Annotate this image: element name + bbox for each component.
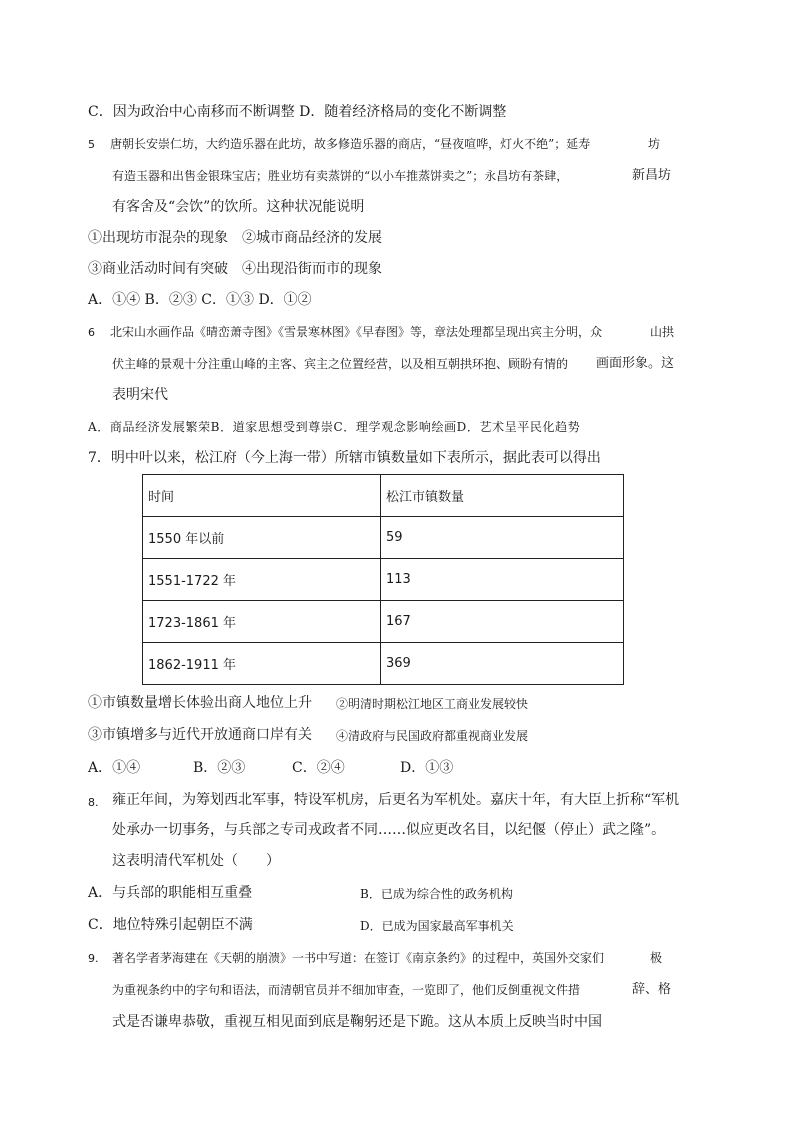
q6-text-line1-end: 山拱	[650, 325, 675, 339]
q6-answer-choices: A．商品经济发展繁荣B．道家思想受到尊崇C．理学观念影响绘画D．艺术呈平民化趋势	[88, 420, 581, 434]
q5-text-line3: 有客舍及“会饮”的饮所。这种状况能说明	[112, 199, 365, 215]
q9-text-line1: 著名学者茅海建在《天朝的崩溃》一书中写道：在签订《南京条约》的过程中，英国外交家们	[112, 951, 605, 965]
q4-options-cd: C．因为政治中心南移而不断调整 D．随着经济格局的变化不断调整	[88, 104, 507, 120]
q8-text-line1: 雍正年间，为筹划西北军事，特设军机房，后更名为军机处。嘉庆十年，有大臣上折称“军机	[112, 792, 680, 808]
q5-answer-choices: A．①④ B．②③ C．①③ D．①②	[88, 292, 312, 308]
q7-answer-b: B．②③	[193, 760, 246, 776]
q7-answer-c: C．②④	[292, 760, 345, 776]
table-cell: 167	[381, 601, 624, 643]
q7-option-2: ②明清时期松江地区工商业发展较快	[336, 697, 529, 711]
q5-option-line1: ①出现坊市混杂的现象 ②城市商品经济的发展	[88, 230, 382, 246]
q5-option-line2: ③商业活动时间有突破 ④出现沿街而市的现象	[88, 261, 382, 277]
q9-text-line2-end: 辞、格	[632, 982, 672, 997]
q9-text-line3: 式是否谦卑恭敬，重视互相见面到底是鞠躬还是下跪。这从本质上反映当时中国	[112, 1014, 602, 1030]
q8-text-line2: 处承办一切事务，与兵部之专司戎政者不同……似应更改名目，以纪偃（停止）武之隆”。	[112, 822, 666, 838]
q6-text-line3: 表明宋代	[112, 387, 168, 403]
table-cell: 1862-1911 年	[143, 643, 381, 685]
table-cell: 1723-1861 年	[143, 601, 381, 643]
q7-answer-a: A．①④	[88, 760, 141, 776]
q8-text-line3: 这表明清代军机处（ ）	[112, 853, 280, 869]
q9-text-line1-end: 极	[650, 951, 663, 965]
q7-option-1: ①市镇数量增长体验出商人地位上升	[88, 695, 312, 711]
q8-number: 8.	[88, 796, 99, 809]
q6-number: 6	[88, 326, 95, 339]
q5-text-line2-end: 新昌坊	[632, 168, 672, 183]
q6-text-line1: 北宋山水画作品《晴峦萧寺图》《雪景寒林图》《早春图》等，章法处理都呈现出宾主分明，众	[110, 325, 603, 339]
table-cell: 59	[381, 517, 624, 559]
q5-text-line2: 有造玉器和出售金银珠宝店；胜业坊有卖蒸饼的“以小车推蒸饼卖之”；永昌坊有茶肆，	[112, 169, 569, 183]
table-row	[143, 559, 624, 601]
q8-option-a: A．与兵部的职能相互重叠	[88, 885, 253, 901]
table-row	[143, 643, 624, 685]
table-cell: 113	[381, 559, 624, 601]
q5-text-line1: 唐朝长安崇仁坊，大约造乐器在此坊，故多修造乐器的商店，“昼夜喧哗，灯火不绝”；延寿	[110, 137, 591, 151]
q6-text-line2-end: 画面形象。这	[596, 356, 675, 371]
table-cell: 1551-1722 年	[143, 559, 381, 601]
table-header-cell: 松江市镇数量	[381, 475, 624, 517]
q7-answer-d: D．①③	[400, 760, 454, 776]
table-header-row	[143, 475, 624, 517]
q6-text-line2: 伏主峰的景观十分注重山峰的主客、宾主之位置经营，以及相互朝拱环抱、顾盼有情的	[112, 357, 569, 371]
q8-option-d: D．已成为国家最高军事机关	[360, 919, 514, 933]
q5-number: 5	[88, 138, 95, 151]
q7-option-3: ③市镇增多与近代开放通商口岸有关	[88, 727, 312, 743]
table-cell: 369	[381, 643, 624, 685]
table-cell: 1550 年以前	[143, 517, 381, 559]
q7-question: 7．明中叶以来，松江府（今上海一带）所辖市镇数量如下表所示，据此表可以得出	[88, 450, 601, 466]
table-header-cell: 时间	[143, 475, 381, 517]
table-row	[143, 601, 624, 643]
q9-text-line2: 为重视条约中的字句和语法，而清朝官员并不细加审查，一览即了，他们反倒重视文件措	[112, 983, 581, 997]
table-row	[143, 517, 624, 559]
market-town-table	[142, 474, 624, 685]
q7-option-4: ④清政府与民国政府都重视商业发展	[336, 729, 529, 743]
q8-option-b: B．已成为综合性的政务机构	[360, 887, 513, 901]
q5-text-line1-end: 坊	[648, 137, 661, 151]
q8-option-c: C．地位特殊引起朝臣不满	[88, 917, 253, 933]
q9-number: 9.	[88, 952, 99, 965]
